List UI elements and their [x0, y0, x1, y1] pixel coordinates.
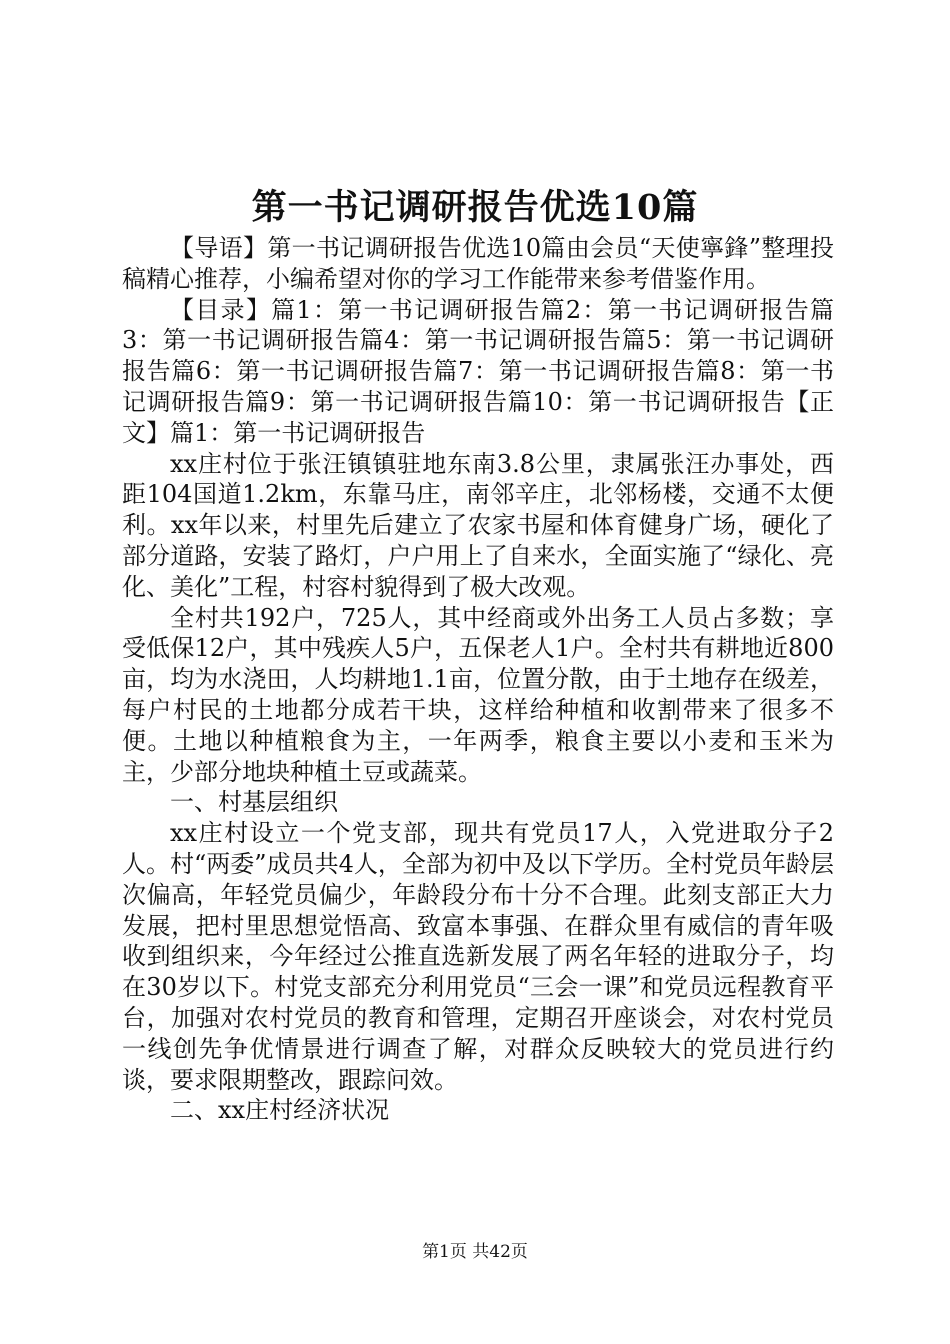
- section-heading: 二、xx庄村经济状况: [170, 1096, 390, 1125]
- document-title: 第一书记调研报告优选10篇: [251, 187, 699, 228]
- document-body: [122, 233, 834, 1126]
- intro-paragraph: 【导语】第一书记调研报告优选10篇由会员“天使寧鋒”整理投稿精心推荐，小编希望对你的学习工作能带来参考借鉴作用。: [122, 234, 834, 293]
- body-paragraph: xx庄村设立一个党支部，现共有党员17人，入党进取分子2人。村“两委”成员共4人，全部为初中及以下学历。全村党员年龄层次偏高，年轻党员偏少，年龄段分布十分不合理。此刻支部正大力发展，把村里思想觉悟高、致富本事强、在群众里有威信的青年吸收到组织来，今年经过公推直选新发展了两名年轻的进取分子，均在30岁以下。村党支部充分利用党员“三会一课”和党员远程教育平台，加强对农村党员的教育和管理，定期召开座谈会，对农村党员一线创先争优情景进行调查了解，对群众反映较大的党员进行约谈，要求限期整改，跟踪问效。: [122, 819, 834, 1094]
- body-paragraph: xx庄村位于张汪镇镇驻地东南3.8公里，隶属张汪办事处，西距104国道1.2km，东靠马庄，南邻辛庄，北邻杨楼，交通不太便利。xx年以来，村里先后建立了农家书屋和体育健身广场，硬化了部分道路，安装了路灯，户户用上了自来水，全面实施了“绿化、亮化、美化”工程，村容村貌得到了极大改观。: [122, 449, 834, 601]
- body-paragraph: 全村共192户，725人，其中经商或外出务工人员占多数；享受低保12户，其中残疾人5户，五保老人1户。全村共有耕地近800亩，均为水浇田，人均耕地1.1亩，位置分散，由于土地存在级差，每户村民的土地都分成若干块，这样给种植和收割带来了很多不便。土地以种植粮食为主，一年两季，粮食主要以小麦和玉米为主，少部分地块种植土豆或蔬菜。: [122, 603, 834, 786]
- page-footer: 第1页 共42页: [422, 1242, 528, 1262]
- section-heading: 一、村基层组织: [170, 788, 338, 817]
- toc-paragraph: 【目录】篇1：第一书记调研报告篇2：第一书记调研报告篇3：第一书记调研报告篇4：第一书记调研报告篇5：第一书记调研报告篇6：第一书记调研报告篇7：第一书记调研报告篇8：第一书记调研报告篇9：第一书记调研报告篇10：第一书记调研报告【正文】篇1：第一书记调研报告: [122, 295, 834, 447]
